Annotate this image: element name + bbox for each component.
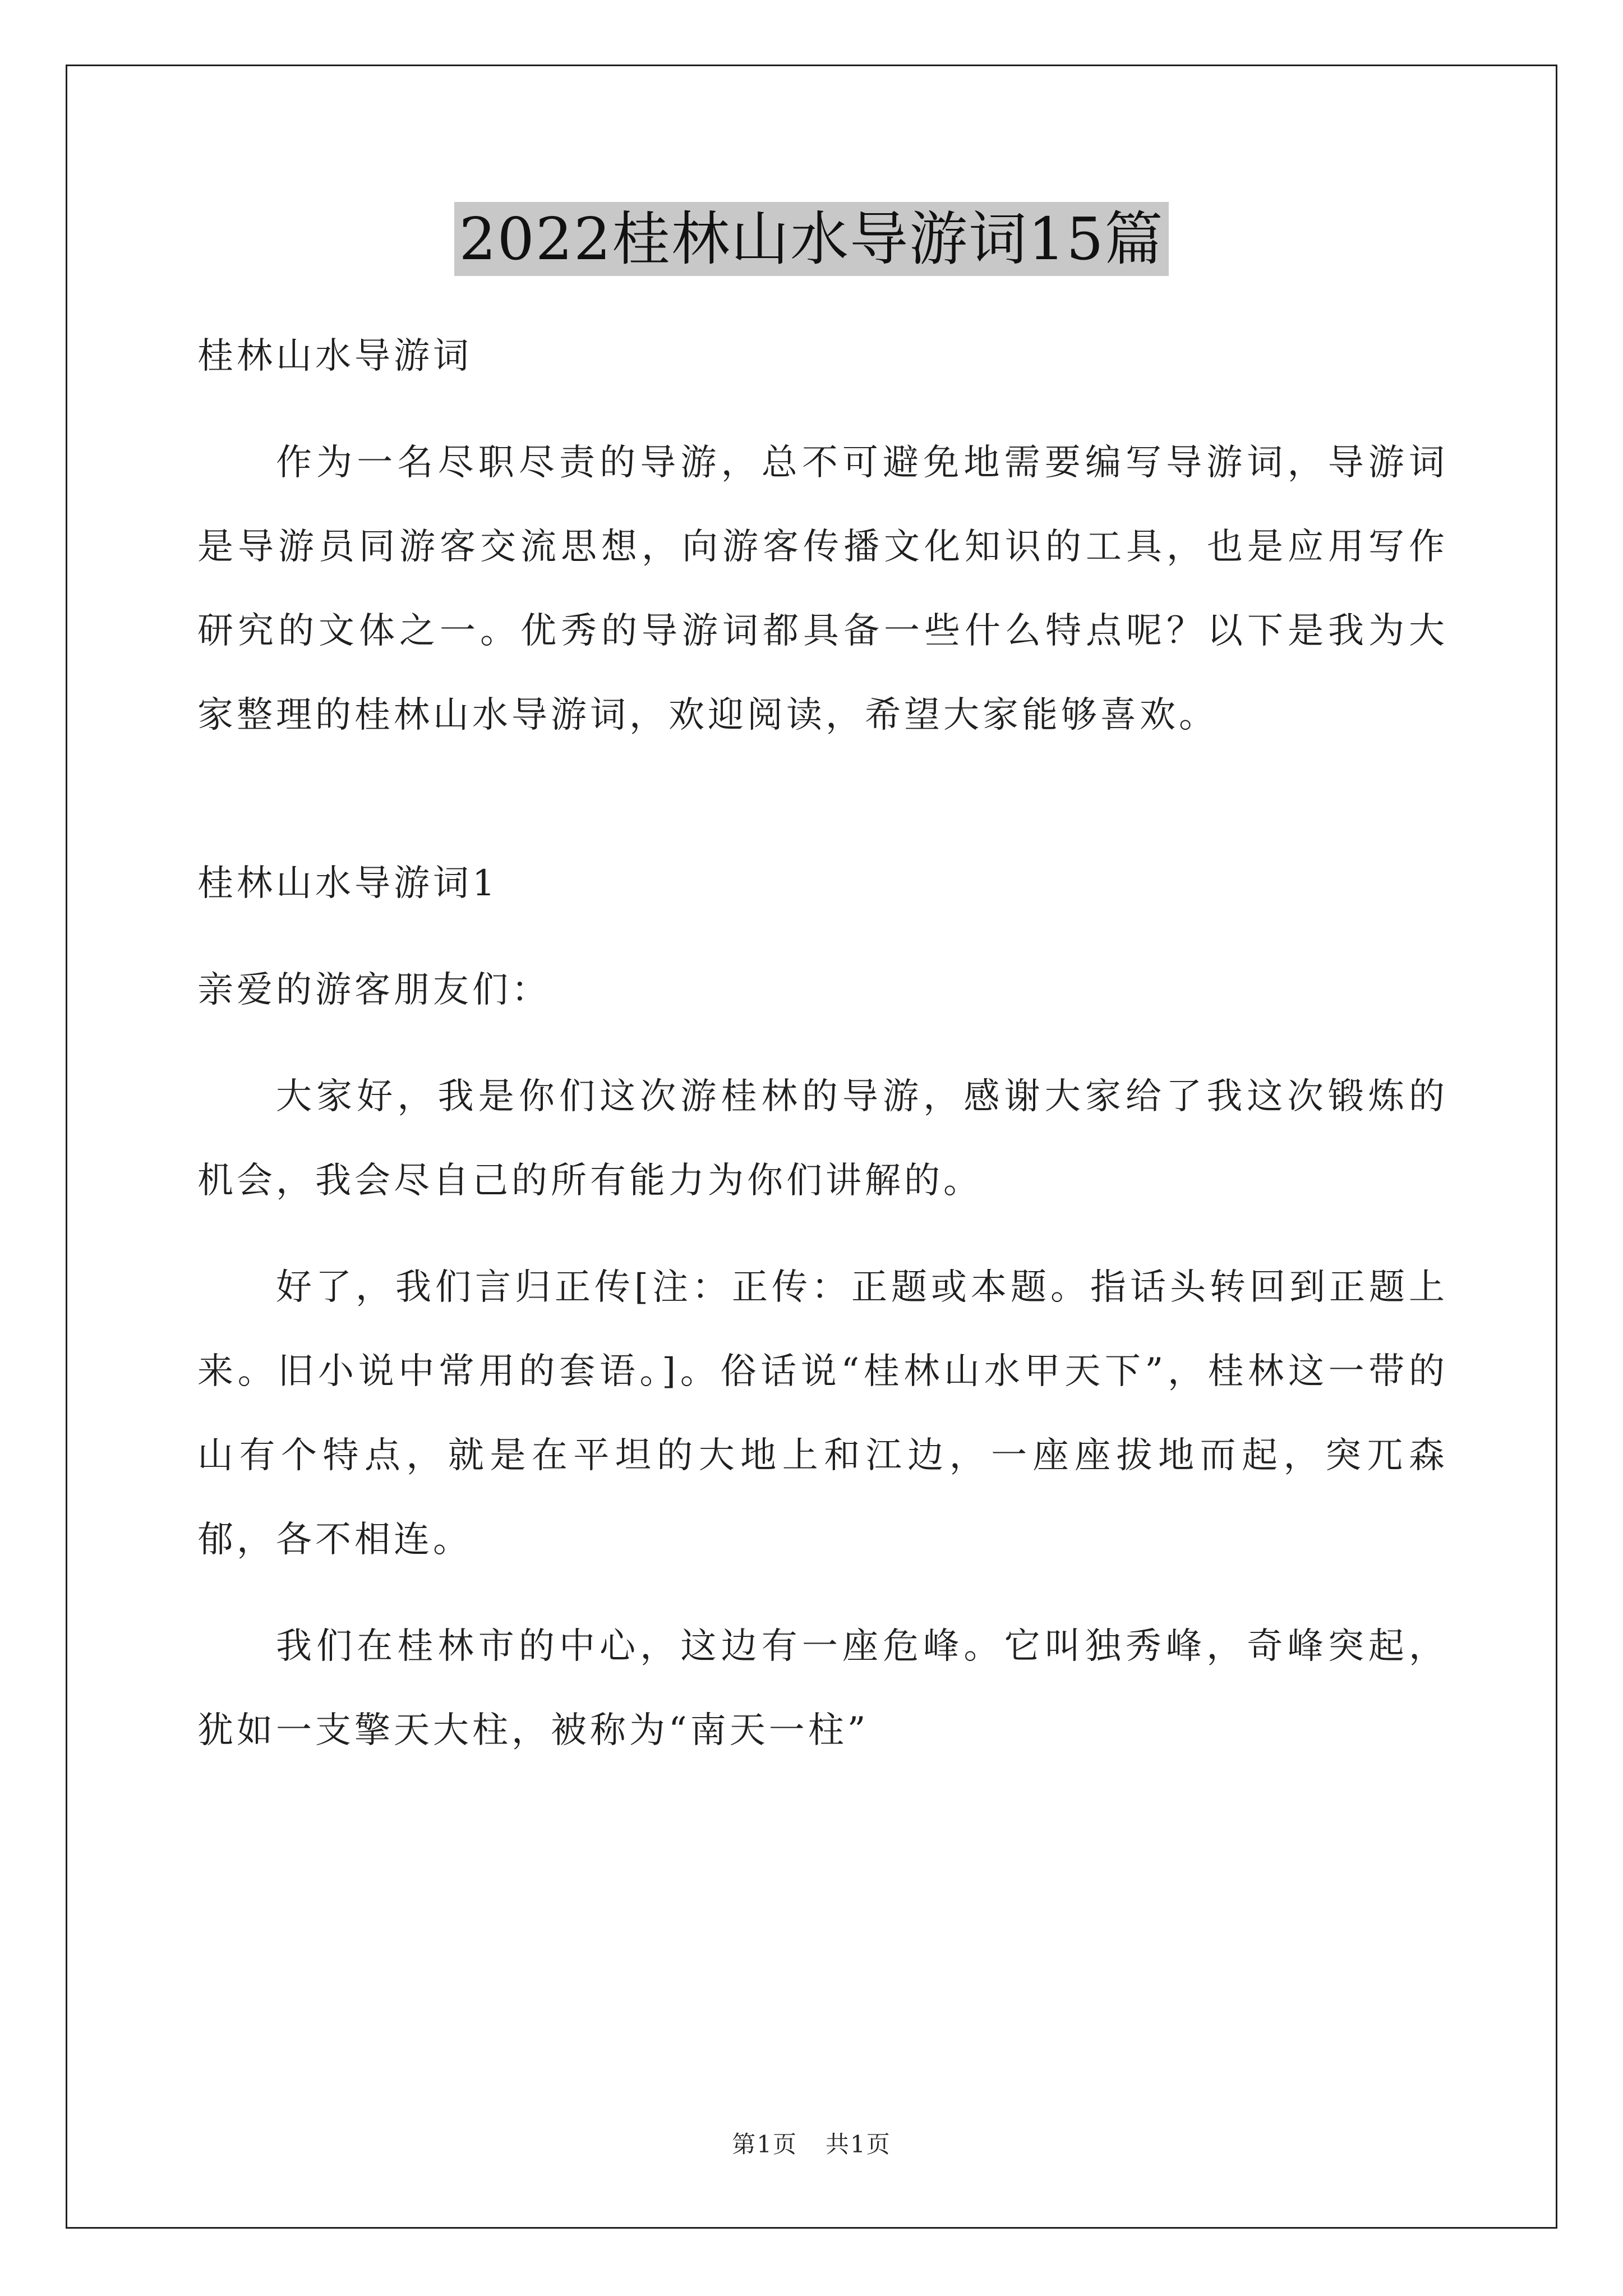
body-paragraph: 我们在桂林市的中心，这边有一座危峰。它叫独秀峰，奇峰突起，犹如一支擎天大柱，被称为“南天一柱” xyxy=(197,1626,1448,1751)
spacer xyxy=(197,1582,1448,1604)
title-wrap xyxy=(0,202,1623,276)
spacer xyxy=(197,1032,1448,1055)
section-heading: 桂林山水导游词 xyxy=(197,335,472,377)
document-title: 2022桂林山水导游词15篇 xyxy=(454,202,1168,276)
body-paragraph: 大家好，我是你们这次游桂林的导游，感谢大家给了我这次锻炼的机会，我会尽自己的所有能力为你们讲解的。 xyxy=(197,1076,1448,1202)
spacer xyxy=(197,1223,1448,1245)
greeting-paragraph: 亲爱的游客朋友们： xyxy=(197,969,551,1011)
page-footer xyxy=(0,2126,1623,2160)
spacer xyxy=(197,398,1448,421)
spacer xyxy=(197,926,1448,948)
body-paragraph: 好了，我们言归正传[注：正传：正题或本题。指话头转回到正题上来。旧小说中常用的套语。]。俗话说“桂林山水甲天下”，桂林这一带的山有个特点，就是在平坦的大地上和江边，一座座拔地而起，突兀森郁，各不相连。 xyxy=(197,1267,1448,1561)
page-total: 共1页 xyxy=(826,2131,891,2158)
page-number: 第1页 xyxy=(732,2131,797,2158)
spacer xyxy=(197,757,1448,841)
section-heading-1: 桂林山水导游词1 xyxy=(197,863,499,904)
document-body xyxy=(197,314,1448,1773)
intro-paragraph: 作为一名尽职尽责的导游，总不可避免地需要编写导游词，导游词是导游员同游客交流思想，向游客传播文化知识的工具，也是应用写作研究的文体之一。优秀的导游词都具备一些什么特点呢？以下是我为大家整理的桂林山水导游词，欢迎阅读，希望大家能够喜欢。 xyxy=(197,442,1448,736)
